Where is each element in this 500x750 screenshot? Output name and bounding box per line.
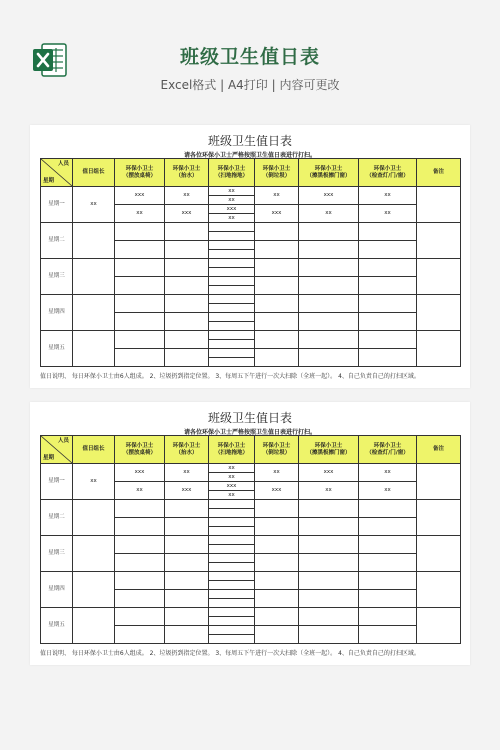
duty-cell	[299, 277, 359, 295]
duty-cell: xx	[165, 187, 209, 205]
weekday-cell: 星期四	[41, 295, 73, 331]
duty-cell	[299, 608, 359, 626]
remark-cell	[417, 500, 461, 536]
sheet-notice: 请各位环保小卫士严格按照卫生值日表进行打扫。	[183, 429, 316, 436]
duty-cell	[115, 295, 165, 313]
remark-cell	[417, 608, 461, 644]
sweep-cell	[209, 572, 255, 581]
weekday-cell: 星期二	[41, 223, 73, 259]
duty-cell	[115, 241, 165, 259]
duty-cell	[165, 608, 209, 626]
table-row	[41, 572, 461, 581]
sweep-cell	[209, 304, 255, 313]
duty-cell: xx	[115, 482, 165, 500]
duty-cell	[299, 241, 359, 259]
duty-cell	[299, 572, 359, 590]
duty-cell	[299, 518, 359, 536]
duty-cell	[115, 608, 165, 626]
sheet-footer-notes: 值日说明、 每日环保小卫士由6人组成。 2、垃圾扔到指定位置。 3、每周五下午进行一次大扫除（全班一起）。 4、自己负责自己的打扫区域。	[40, 373, 420, 380]
sweep-cell	[209, 590, 255, 599]
duty-cell: xx	[359, 482, 417, 500]
col-header: 环保小卫士 （抬水）	[165, 436, 209, 464]
col-header: 环保小卫士 （倒垃圾）	[255, 436, 299, 464]
sweep-cell	[209, 635, 255, 644]
sweep-cell	[209, 518, 255, 527]
sweep-cell: xx	[209, 464, 255, 473]
leader-cell	[73, 295, 115, 331]
duty-cell	[359, 572, 417, 590]
table-row	[41, 464, 461, 473]
table-body	[41, 464, 461, 644]
col-header: 环保小卫士 （扫地拖地）	[209, 436, 255, 464]
duty-cell	[165, 313, 209, 331]
remark-cell	[417, 295, 461, 331]
page-subtitle: Excel格式 | A4打印 | 内容可更改	[160, 78, 340, 92]
sweep-cell	[209, 268, 255, 277]
duty-cell	[255, 554, 299, 572]
weekday-cell: 星期五	[41, 608, 73, 644]
duty-cell	[299, 536, 359, 554]
duty-cell	[359, 241, 417, 259]
sweep-cell	[209, 331, 255, 340]
sweep-cell	[209, 626, 255, 635]
table-row	[41, 259, 461, 268]
sweep-cell: xxx	[209, 482, 255, 491]
weekday-cell: 星期五	[41, 331, 73, 367]
duty-sheet-2	[30, 402, 470, 665]
leader-cell	[73, 331, 115, 367]
sweep-cell	[209, 349, 255, 358]
header-row	[41, 436, 461, 464]
weekday-cell: 星期一	[41, 187, 73, 223]
duty-cell	[299, 554, 359, 572]
weekday-cell: 星期四	[41, 572, 73, 608]
weekday-cell: 星期三	[41, 536, 73, 572]
sweep-cell	[209, 286, 255, 295]
duty-cell	[255, 277, 299, 295]
duty-cell	[255, 295, 299, 313]
duty-cell	[255, 223, 299, 241]
remark-cell	[417, 259, 461, 295]
duty-cell	[359, 223, 417, 241]
sweep-cell	[209, 545, 255, 554]
duty-cell: xxx	[299, 187, 359, 205]
duty-cell	[115, 331, 165, 349]
duty-cell: xxx	[115, 464, 165, 482]
col-header: 备注	[417, 159, 461, 187]
duty-cell: xxx	[255, 482, 299, 500]
duty-cell: xxx	[165, 482, 209, 500]
table-row	[41, 536, 461, 545]
corner-cell	[41, 159, 73, 187]
leader-cell	[73, 536, 115, 572]
duty-cell	[255, 259, 299, 277]
duty-cell	[299, 223, 359, 241]
duty-cell	[359, 518, 417, 536]
table-body	[41, 187, 461, 367]
duty-cell: xxx	[255, 205, 299, 223]
page-header	[0, 0, 500, 110]
sweep-cell: xx	[209, 187, 255, 196]
duty-cell	[255, 349, 299, 367]
sweep-cell	[209, 500, 255, 509]
duty-cell	[165, 626, 209, 644]
remark-cell	[417, 464, 461, 500]
duty-cell	[115, 277, 165, 295]
duty-cell	[359, 277, 417, 295]
sweep-cell	[209, 617, 255, 626]
leader-cell: xx	[73, 187, 115, 223]
duty-cell	[299, 349, 359, 367]
duty-cell: xx	[165, 464, 209, 482]
duty-cell	[359, 313, 417, 331]
duty-cell	[359, 626, 417, 644]
duty-cell	[165, 331, 209, 349]
duty-cell: xx	[359, 187, 417, 205]
duty-cell: xxx	[165, 205, 209, 223]
sweep-cell	[209, 509, 255, 518]
sweep-cell	[209, 581, 255, 590]
leader-cell	[73, 259, 115, 295]
duty-cell	[165, 259, 209, 277]
duty-cell	[165, 223, 209, 241]
col-header: 环保小卫士 （扫地拖地）	[209, 159, 255, 187]
col-header: 环保小卫士 （摆放桌椅）	[115, 159, 165, 187]
duty-cell	[165, 500, 209, 518]
duty-cell	[115, 223, 165, 241]
duty-cell	[255, 331, 299, 349]
col-header: 环保小卫士 （擦黑板擦门窗）	[299, 159, 359, 187]
remark-cell	[417, 572, 461, 608]
col-header: 环保小卫士 （擦黑板擦门窗）	[299, 436, 359, 464]
duty-cell	[165, 590, 209, 608]
duty-cell	[359, 259, 417, 277]
sweep-cell	[209, 554, 255, 563]
sweep-cell	[209, 277, 255, 286]
duty-cell	[115, 259, 165, 277]
duty-cell	[165, 349, 209, 367]
leader-cell	[73, 572, 115, 608]
sheet-notice: 请各位环保小卫士严格按照卫生值日表进行打扫。	[183, 152, 316, 159]
table-row	[41, 295, 461, 304]
duty-cell: xx	[299, 482, 359, 500]
duty-cell	[255, 536, 299, 554]
corner-cell	[41, 436, 73, 464]
duty-cell	[165, 295, 209, 313]
duty-cell: xxx	[115, 187, 165, 205]
duty-cell	[255, 608, 299, 626]
col-header: 环保小卫士 （倒垃圾）	[255, 159, 299, 187]
duty-cell	[115, 313, 165, 331]
duty-cell	[359, 349, 417, 367]
table-row	[41, 500, 461, 509]
duty-cell	[115, 536, 165, 554]
header-row	[41, 159, 461, 187]
leader-cell	[73, 223, 115, 259]
sweep-cell	[209, 241, 255, 250]
corner-label-weekday: 星期	[43, 454, 55, 461]
excel-icon	[30, 40, 70, 80]
sheet-footer-notes: 值日说明、 每日环保小卫士由6人组成。 2、垃圾扔到指定位置。 3、每周五下午进行一次大扫除（全班一起）。 4、自己负责自己的打扫区域。	[40, 650, 420, 657]
duty-cell	[165, 518, 209, 536]
sweep-cell: xx	[209, 196, 255, 205]
sheet-title: 班级卫生值日表	[207, 411, 292, 425]
duty-cell	[165, 572, 209, 590]
sweep-cell	[209, 223, 255, 232]
duty-cell	[115, 500, 165, 518]
duty-cell	[165, 554, 209, 572]
duty-cell	[115, 572, 165, 590]
duty-cell	[359, 500, 417, 518]
leader-cell: xx	[73, 464, 115, 500]
sweep-cell	[209, 599, 255, 608]
sweep-cell	[209, 259, 255, 268]
sweep-cell	[209, 527, 255, 536]
duty-cell	[299, 313, 359, 331]
duty-cell	[299, 331, 359, 349]
remark-cell	[417, 187, 461, 223]
weekday-cell: 星期二	[41, 500, 73, 536]
sweep-cell	[209, 358, 255, 367]
duty-cell: xx	[115, 205, 165, 223]
sweep-cell	[209, 232, 255, 241]
duty-sheet-1	[30, 125, 470, 388]
duty-cell	[299, 259, 359, 277]
duty-cell	[255, 500, 299, 518]
duty-cell	[115, 590, 165, 608]
duty-cell	[255, 241, 299, 259]
duty-cell: xx	[255, 187, 299, 205]
sweep-cell: xxx	[209, 205, 255, 214]
duty-cell	[255, 590, 299, 608]
remark-cell	[417, 536, 461, 572]
duty-cell	[115, 349, 165, 367]
duty-cell	[115, 518, 165, 536]
duty-cell	[359, 295, 417, 313]
table-row	[41, 187, 461, 196]
duty-cell	[359, 608, 417, 626]
sweep-cell	[209, 340, 255, 349]
duty-cell	[359, 331, 417, 349]
duty-cell: xx	[299, 205, 359, 223]
sweep-cell	[209, 536, 255, 545]
duty-cell	[299, 626, 359, 644]
duty-cell	[359, 536, 417, 554]
corner-label-weekday: 星期	[43, 177, 55, 184]
duty-cell	[165, 536, 209, 554]
corner-label-staff: 人员	[57, 161, 69, 167]
leader-cell	[73, 500, 115, 536]
duty-cell: xx	[359, 205, 417, 223]
duty-table	[40, 435, 461, 644]
sweep-cell	[209, 295, 255, 304]
duty-cell	[165, 277, 209, 295]
col-header: 值日组长	[73, 159, 115, 187]
duty-cell	[299, 500, 359, 518]
col-header: 备注	[417, 436, 461, 464]
col-header: 环保小卫士 （检查灯/门/窗）	[359, 159, 417, 187]
sweep-cell	[209, 322, 255, 331]
leader-cell	[73, 608, 115, 644]
sweep-cell	[209, 563, 255, 572]
corner-label-staff: 人员	[57, 438, 69, 444]
table-row	[41, 223, 461, 232]
sweep-cell: xx	[209, 491, 255, 500]
sweep-cell: xx	[209, 214, 255, 223]
duty-table	[40, 158, 461, 367]
duty-cell: xx	[359, 464, 417, 482]
duty-cell	[255, 572, 299, 590]
page-title: 班级卫生值日表	[179, 46, 320, 68]
duty-cell	[115, 554, 165, 572]
duty-cell: xx	[255, 464, 299, 482]
remark-cell	[417, 331, 461, 367]
duty-cell	[255, 313, 299, 331]
duty-cell	[115, 626, 165, 644]
col-header: 值日组长	[73, 436, 115, 464]
weekday-cell: 星期一	[41, 464, 73, 500]
sweep-cell	[209, 250, 255, 259]
col-header: 环保小卫士 （抬水）	[165, 159, 209, 187]
duty-cell	[359, 590, 417, 608]
weekday-cell: 星期三	[41, 259, 73, 295]
table-row	[41, 608, 461, 617]
col-header: 环保小卫士 （摆放桌椅）	[115, 436, 165, 464]
remark-cell	[417, 223, 461, 259]
col-header: 环保小卫士 （检查灯/门/窗）	[359, 436, 417, 464]
duty-cell	[359, 554, 417, 572]
sweep-cell: xx	[209, 473, 255, 482]
duty-cell	[165, 241, 209, 259]
duty-cell	[299, 295, 359, 313]
table-row	[41, 331, 461, 340]
duty-cell	[299, 590, 359, 608]
sweep-cell	[209, 608, 255, 617]
duty-cell: xxx	[299, 464, 359, 482]
duty-cell	[255, 626, 299, 644]
sheet-title: 班级卫生值日表	[207, 134, 292, 148]
duty-cell	[255, 518, 299, 536]
sweep-cell	[209, 313, 255, 322]
